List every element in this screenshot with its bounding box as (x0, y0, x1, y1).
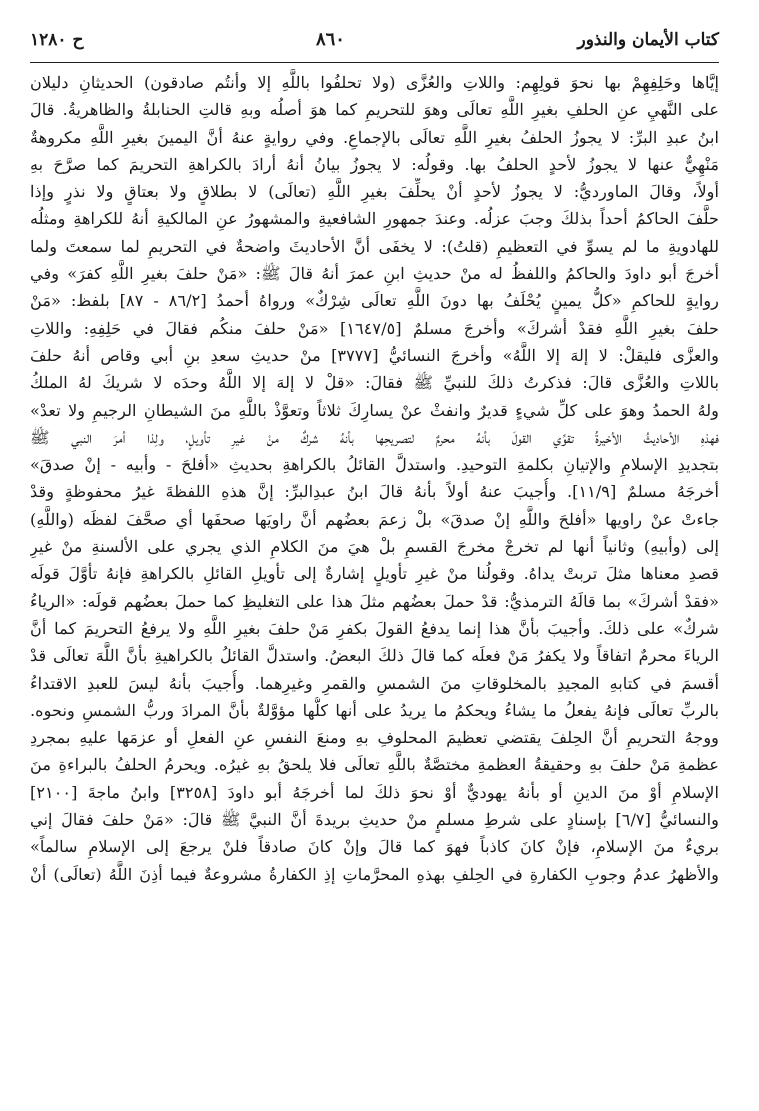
text-line: ولهُ الحمدُ وهوَ على كلِّ شيءٍ قديرٌ وانفثْ عنْ يسارِكَ ثلاثاً وتعوَّذْ باللَّهِ منَ الشيطانِ الرجيمِ ولا تعدْ» (30, 400, 719, 420)
text-line: أخرجَ أبو داودَ والحاكمُ واللفظُ له منْ حديثِ ابنِ عمرَ أنهُ قالَ ﷺ: «مَنْ حلفَ بغيرِ اللَّهِ كفرَ» وفي (30, 264, 719, 284)
text-line: للهادويةِ ما لم يسوِّ في التعظيمِ (قلتُ): لا يخفَى أنَّ الأحاديثَ واضحةٌ في التحريمِ لما سمعتَ ولما (30, 236, 719, 256)
header-rule (30, 62, 719, 63)
text-line: حلفَ بغيرِ اللَّهِ فقدْ أشركَ» وأخرجَ مسلمٌ [١٦٤٧/٥] «مَنْ حلفَ منكُم فقالَ في حَلِفِهِ: واللاتِ (30, 318, 719, 338)
text-line: بالربِّ تعالَى فإنهُ يفعلُ ما يشاءُ ويحكمُ ما يريدُ على أنها كلُّها مؤوَّلةٌ بأنَّ المرادَ وربُّ الشمسِ ونحوه. (30, 700, 719, 720)
book-title: كتاب الأيمان والنذور (577, 30, 719, 50)
text-line: أولاً، وقالَ الماورديُّ: لا يجوزُ لأحدٍ أنْ يحلِّفَ بغيرِ اللَّهِ (تعالَى) لا بطلاقٍ ولا بعتاقٍ ولا نذرٍ وإذا (30, 182, 719, 202)
text-line: قصدِ معناها مثلَ تربتْ يداهُ. وقولُنا منْ غيرِ تأويلٍ إشارةٌ إلى تأويلِ القائلِ بالكراهةِ فإنهُ تأوَّلَ قولَه (30, 564, 719, 584)
text-line: الرياءَ محرمٌ اتفاقاً ولا يكفرُ مَنْ فعلَه كما قالَ ذلكَ البعضُ. واستدلَّ القائلُ بالكراهيةِ بأنَّ اللَّهَ تعالَى قدْ (30, 646, 719, 666)
text-line: إيَّاها وحَلِفِهِمْ بها نحوَ قولِهِم: واللاتِ والعُزَّى (ولا تحلفُوا باللَّهِ إلا وأنتُم صادقون) الحديثانِ دليلان (30, 73, 719, 92)
text-line: والعزَّى فليقلْ: لا إلهَ إلا اللَّهُ» وأخرجَ النسائيُّ [٣٧٧٧] منْ حديثِ سعدِ بنِ أبي وقاص أنهُ حلفَ (30, 345, 719, 365)
text-line: «فقدْ أشركَ» بما قالَهُ الترمذيُّ: قدْ حملَ بعضُهم مثلَ هذا على التغليظِ كما حملَ بعضُهم قولَه: «الرياءُ (30, 591, 719, 611)
text-line: أقسمَ في كتابهِ المجيدِ بالمخلوقاتِ منَ الشمسِ والقمرِ وغيرِهما. وأُجيبَ بأنهُ ليسَ للعبدِ الاقتداءُ (30, 673, 719, 693)
text-line: إلى (وأبيهِ) وثانياً أنها لم تخرجْ مخرجَ القسمِ بلْ هيَ منَ الكلامِ الذي يجري على الألسنةِ منْ غيرِ (30, 537, 719, 557)
text-line: ابنُ عبدِ البرِّ: لا يجوزُ الحلفُ بغيرِ اللَّهِ تعالَى بالإجماعِ. وفي روايةٍ عنهُ أنَّ اليمينَ بغيرِ اللَّهِ مكروهةٌ (30, 127, 719, 147)
text-line: حلَّفَ الحاكمُ أحداً بذلكَ وجبَ عزلُه. وعندَ جمهورِ الشافعيةِ والمشهورُ عنِ المالكيةِ أنهُ للكراهةِ ومثلُه (30, 209, 719, 229)
text-line: روايةٍ للحاكمِ «كلُّ يمينٍ يُحْلَفُ بها دونَ اللَّهِ تعالَى شِرْكٌ» ورواهُ أحمدُ [٨٦/٢ - ٨٧] بلفظ: «مَنْ (30, 291, 719, 311)
text-line: أخرجَهُ مسلمٌ [١١/٩]. وأُجيبَ عنهُ أولاً بأنهُ قالَ ابنُ عبدِالبرِّ: إنَّ هذهِ اللفظةَ غيرُ محفوظةٍ وقدْ (30, 482, 719, 502)
text-line: شركٌ» على ذلكَ. وأجيبَ بأنَّ هذا إنما يدفعُ القولَ بكفرِ مَنْ حلفَ بغيرِ اللَّهِ ولا يرفعُ التحريمَ كما أنَّ (30, 618, 719, 638)
text-line: بريءٌ منَ الإسلامِ، فإنْ كانَ كاذباً فهوَ كما قالَ وإنْ كانَ صادقاً فلنْ يرجعَ إلى الإسلامِ سالماً» (30, 837, 719, 857)
text-line: بتجديدِ الإسلامِ والإتيانِ بكلمةِ التوحيدِ. واستدلَّ القائلُ بالكراهةِ بحديثِ «أفلحَ - وأبيه - إنْ صدقَ» (30, 455, 719, 475)
text-line: جاءتْ عنْ راويها «أفلحَ واللَّهِ إنْ صدقَ» بلْ زعمَ بعضُهم أنَّ راويَها صحفَها أي صحَّفَ لفظَه (واللَّهِ) (30, 509, 719, 529)
text-line: الإسلامِ أوْ منَ الدينِ أو بأنهُ يهوديٌّ أوْ نحوَ ذلكَ لما أخرجَهُ أبو داودَ [٣٢٥٨] وابنُ ماجةَ [٢١٠٠] (30, 782, 719, 802)
page-body (30, 69, 719, 888)
text-line: باللاتِ والعُزَّى قالَ: فذكرتُ ذلكَ للنبيِّ ﷺ فقالَ: «قلْ لا إلهَ إلا اللَّهُ وحدَه لا شريكَ لهُ الملكُ (30, 373, 719, 393)
volume-reference: ح ١٢٨٠ (30, 30, 84, 50)
text-line: فهذهِ الأحاديثُ الأخيرةُ تقوِّي القولَ بأنهُ محرمٌ لتصريحِها بأنهُ شركٌ منْ غيرِ تأويلٍ، ولِذا أمرَ النبي ﷺ (30, 427, 719, 447)
text-line: والأظهرُ عدمُ وجوبِ الكفارةِ في الحِلفِ بهذهِ المحرَّماتِ إذِ الكفارةُ مشروعةٌ فيما أذِنَ اللَّهُ (تعالَى) أنْ (30, 864, 719, 884)
page-header (30, 0, 719, 50)
text-line: على النَّهيِ عنِ الحلفِ بغيرِ اللَّهِ تعالَى وهوَ للتحريمِ كما هوَ أصلُه وبهِ قالتِ الحنابلةُ والظاهريةُ. قالَ (30, 100, 719, 120)
text-line: مَنْهِيٌّ عنها لا يجوزُ لأحدٍ الحلفُ بها. وقولُه: لا يجوزُ بيانُ أنهُ أرادَ بالكراهةِ التحريمَ كما صرَّحَ بهِ (30, 154, 719, 174)
page-number: ٨٦٠ (315, 29, 345, 50)
text-line: عظمةِ مَنْ حلفَ بهِ وحقيقةُ العظمةِ مختصَّةٌ باللَّهِ تعالَى فلا يلحقُ بهِ غيرُه. ويحرمُ الحلفُ بالبراءةِ منَ (30, 755, 719, 775)
text-line: ووجهُ التحريمِ أنَّ الحِلفَ يقتضي تعظيمَ المحلوفِ بهِ ومنعَ النفسِ عنِ الفعلِ أو عزمَها عليهِ بمجردِ (30, 728, 719, 748)
text-line: والنسائيُّ [٦/٧] بإسنادٍ على شرطِ مسلمٍ منْ حديثِ بريدةَ أنَّ النبيَّ ﷺ قالَ: «مَنْ حلفَ فقالَ إني (30, 810, 719, 830)
